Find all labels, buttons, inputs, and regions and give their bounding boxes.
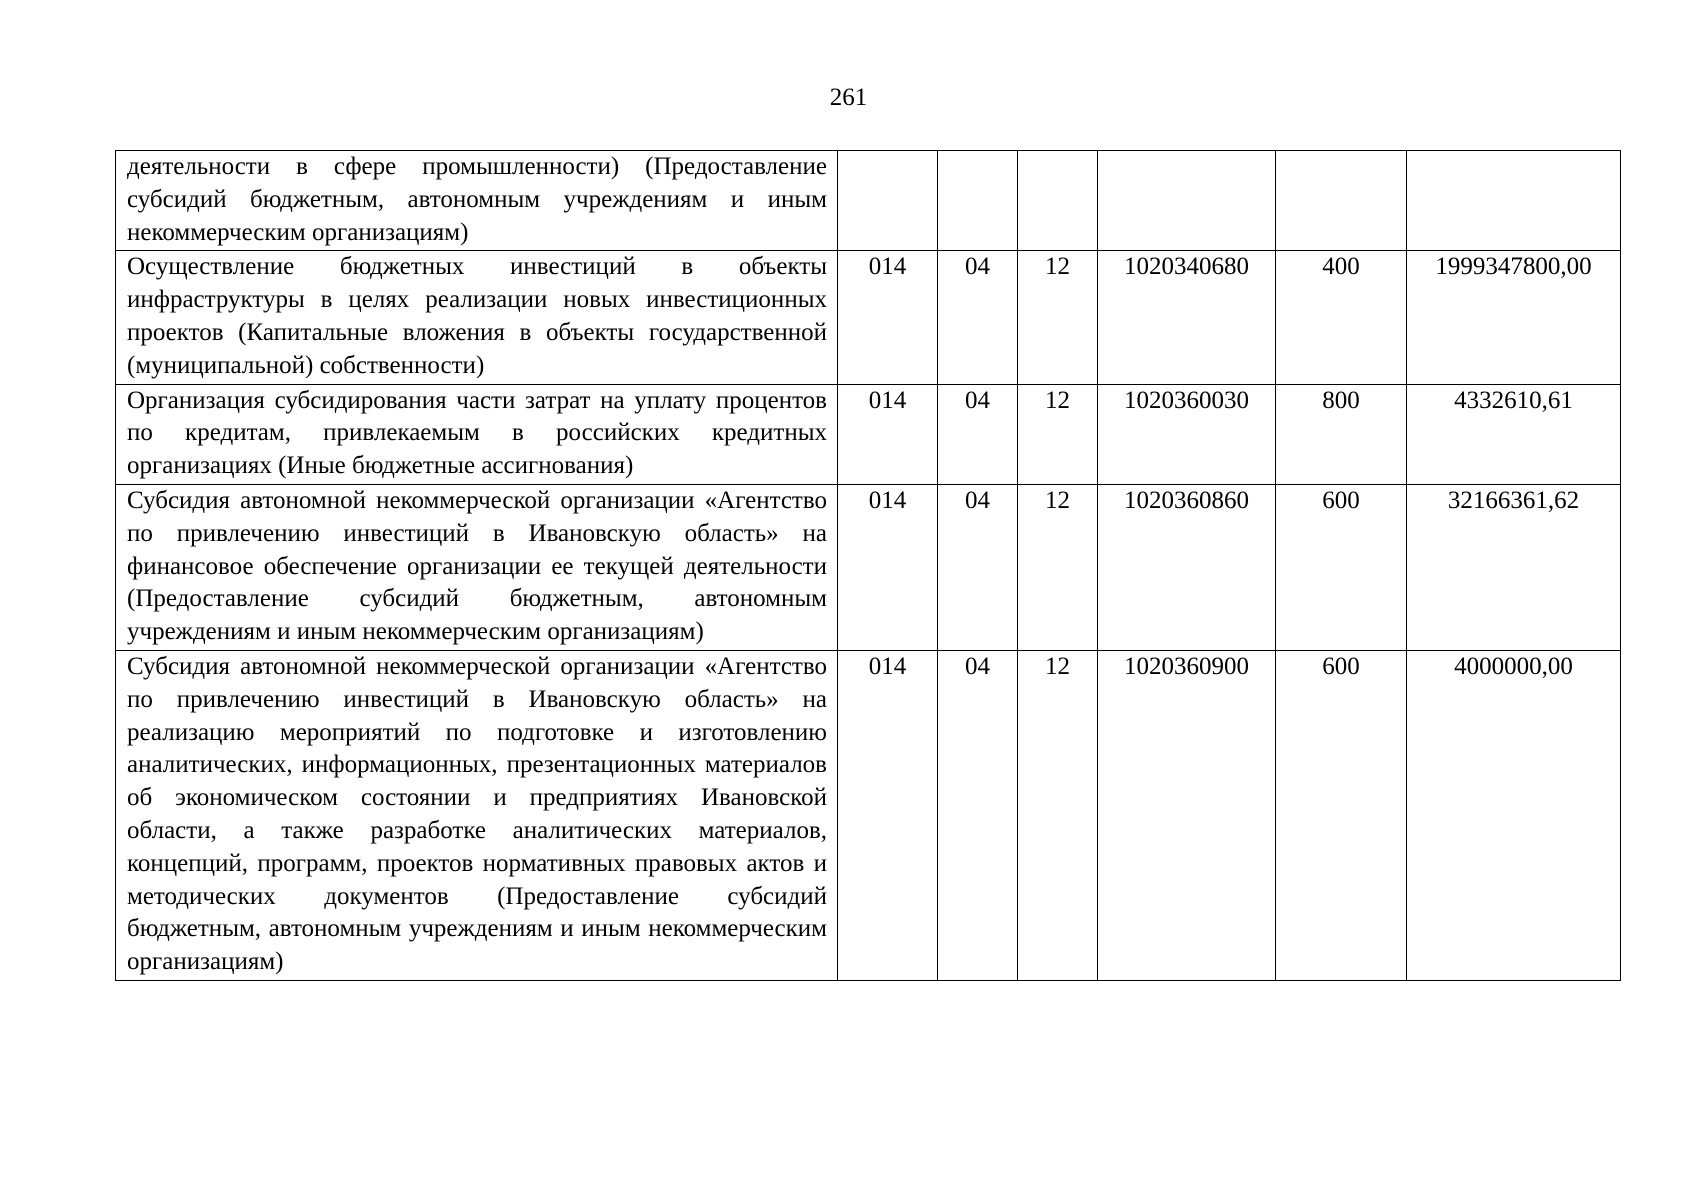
target-article-code: 1020340680	[1098, 251, 1276, 384]
ministry-code: 014	[838, 650, 938, 980]
ministry-code	[838, 151, 938, 251]
amount: 32166361,62	[1407, 484, 1621, 650]
subsection-code: 12	[1018, 251, 1098, 384]
section-code: 04	[938, 251, 1018, 384]
target-article-code	[1098, 151, 1276, 251]
ministry-code: 014	[838, 484, 938, 650]
amount: 4000000,00	[1407, 650, 1621, 980]
table-row	[116, 384, 1621, 484]
subsection-code	[1018, 151, 1098, 251]
subsection-code: 12	[1018, 650, 1098, 980]
section-code: 04	[938, 650, 1018, 980]
section-code: 04	[938, 384, 1018, 484]
target-article-code: 1020360030	[1098, 384, 1276, 484]
table-row	[116, 251, 1621, 384]
expense-type-code: 600	[1276, 650, 1407, 980]
row-description: деятельности в сфере промышленности) (Предоставление субсидий бюджетным, автономным учреждениям и иным некоммерческим организациям)	[116, 151, 838, 251]
ministry-code: 014	[838, 251, 938, 384]
subsection-code: 12	[1018, 384, 1098, 484]
row-description: Субсидия автономной некоммерческой организации «Агентство по привлечению инвестиций в Ивановскую область» на финансовое обеспечение организации ее текущей деятельности (Предоставление субсидий бюджетным, автономным учреждениям и иным некоммерческим организациям)	[116, 484, 838, 650]
section-code	[938, 151, 1018, 251]
budget-table	[115, 150, 1621, 981]
amount	[1407, 151, 1621, 251]
page-number: 261	[829, 84, 868, 111]
row-description: Организация субсидирования части затрат на уплату процентов по кредитам, привлекаемым в российских кредитных организациях (Иные бюджетные ассигнования)	[116, 384, 838, 484]
expense-type-code: 800	[1276, 384, 1407, 484]
row-description: Субсидия автономной некоммерческой организации «Агентство по привлечению инвестиций в Ивановскую область» на реализацию мероприятий по подготовке и изготовлению аналитических, информационных, презентационных материалов об экономическом состоянии и предприятиях Ивановской области, а также разработке аналитических материалов, концепций, программ, проектов нормативных правовых актов и методических документов (Предоставление субсидий бюджетным, автономным учреждениям и иным некоммерческим организациям)	[116, 650, 838, 980]
amount: 4332610,61	[1407, 384, 1621, 484]
section-code: 04	[938, 484, 1018, 650]
expense-type-code	[1276, 151, 1407, 251]
expense-type-code: 600	[1276, 484, 1407, 650]
amount: 1999347800,00	[1407, 251, 1621, 384]
subsection-code: 12	[1018, 484, 1098, 650]
ministry-code: 014	[838, 384, 938, 484]
target-article-code: 1020360860	[1098, 484, 1276, 650]
table-row	[116, 484, 1621, 650]
table-row	[116, 151, 1621, 251]
target-article-code: 1020360900	[1098, 650, 1276, 980]
table-row	[116, 650, 1621, 980]
row-description: Осуществление бюджетных инвестиций в объекты инфраструктуры в целях реализации новых инвестиционных проектов (Капитальные вложения в объекты государственной (муниципальной) собственности)	[116, 251, 838, 384]
expense-type-code: 400	[1276, 251, 1407, 384]
